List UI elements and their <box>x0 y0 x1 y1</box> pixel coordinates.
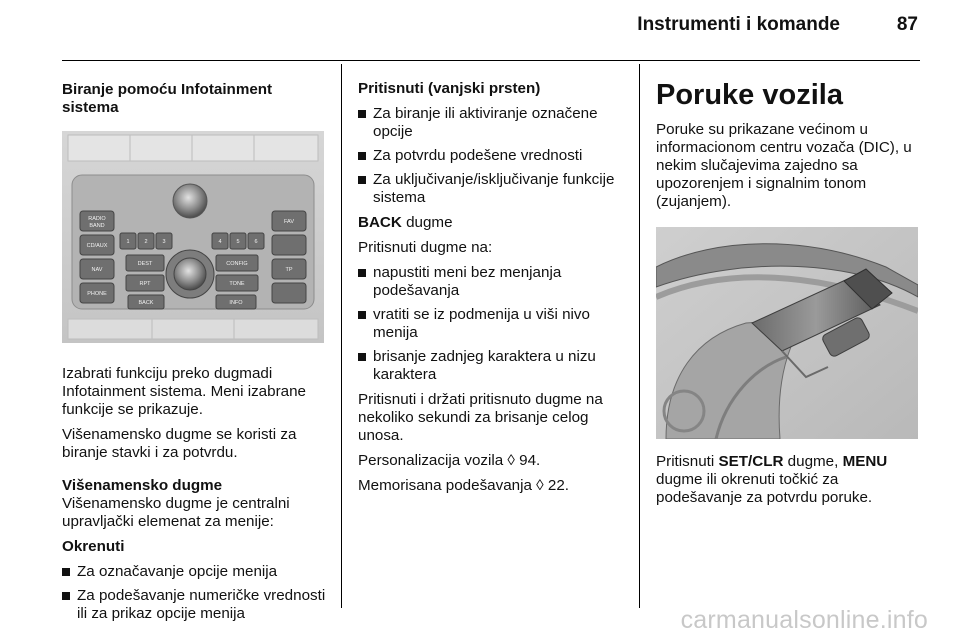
paragraph-multifunction-use: Višenamensko dugme se koristi za biranje stavki i za potvrdu. <box>62 426 297 461</box>
text-fragment: dugme, <box>783 453 843 470</box>
paragraph-back-button <box>358 214 628 232</box>
label-rpt: RPT <box>139 281 151 287</box>
ref-page: 94. <box>514 452 541 469</box>
ref-page: 22. <box>543 477 569 494</box>
list-item: Za označavanje opcije menija <box>62 563 328 581</box>
page-header-title: Instrumenti i komande <box>637 14 840 35</box>
label-okrenuti: Okrenuti <box>62 538 125 555</box>
label-cd-aux: CD/AUX <box>86 243 108 249</box>
list-press-ring <box>358 105 628 207</box>
middle-column <box>358 80 628 502</box>
section-title-vehicle-messages: Poruke vozila <box>656 79 843 111</box>
paragraph-select-function: Izabrati funkciju preko dugmadi Infotainment sistema. Meni izabrane funkcije se prikazuje. <box>62 365 306 418</box>
label-tp: TP <box>285 267 293 273</box>
watermark: carmanualsonline.info <box>680 606 928 634</box>
menu-label: MENU <box>842 453 888 470</box>
list-okrenuti <box>62 563 328 623</box>
column-divider-left <box>341 64 342 608</box>
label-6: 6 <box>254 239 258 245</box>
label-back: BACK <box>138 300 154 306</box>
paragraph-messages-desc: Poruke su prikazane većinom u informacionom centru vozača (DIC), u nekim slučajevima zajedno sa upozorenjem i signalnim tonom (zujanjem). <box>656 121 912 210</box>
label-info: INFO <box>229 300 243 306</box>
label-2: 2 <box>144 239 148 245</box>
list-item: napustiti meni bez menjanja podešavanja <box>358 264 628 300</box>
list-item: Za uključivanje/isključivanje funkcije sistema <box>358 171 628 207</box>
paragraph-confirm-message <box>656 453 922 507</box>
ref-text: Personalizacija vozila <box>358 452 508 469</box>
infotainment-panel-figure <box>62 131 324 343</box>
header-rule <box>62 60 920 61</box>
page-ref-arrow-icon: ◊ <box>507 452 515 469</box>
list-item: vratiti se iz podmenija u viši nivo menija <box>358 306 628 342</box>
list-item: Za podešavanje numeričke vrednosti ili za prikaz opcije menija <box>62 587 328 623</box>
text-fragment: dugme ili okrenuti točkić za podešavanje za potvrdu poruke. <box>656 471 873 506</box>
section-heading-infotainment: Biranje pomoću Infotainment sistema <box>62 81 273 116</box>
label-3: 3 <box>162 239 166 245</box>
back-suffix: dugme <box>401 214 453 231</box>
left-column <box>62 81 328 630</box>
page-ref-arrow-icon: ◊ <box>536 477 544 494</box>
page-number: 87 <box>896 14 918 35</box>
label-4: 4 <box>218 239 222 245</box>
label-fav: FAV <box>284 219 294 225</box>
paragraph-multifunction-desc: Višenamensko dugme je centralni upravljački elemenat za menije: <box>62 495 290 530</box>
label-dest: DEST <box>137 261 153 267</box>
list-item: Za potvrdu podešene vrednosti <box>358 147 628 165</box>
column-divider-right <box>639 64 640 608</box>
label-nav: NAV <box>91 267 103 273</box>
label-config: CONFIG <box>226 261 248 267</box>
ref-text: Memorisana podešavanja <box>358 477 537 494</box>
label-tone: TONE <box>229 281 245 287</box>
list-item: Za biranje ili aktiviranje označene opcije <box>358 105 628 141</box>
set-clr-label: SET/CLR <box>718 453 784 470</box>
steering-column-lever-figure <box>656 227 918 439</box>
reference-personalization <box>358 452 628 470</box>
label-5: 5 <box>236 239 240 245</box>
paragraph-press-button: Pritisnuti dugme na: <box>358 239 493 256</box>
label-phone: PHONE <box>87 291 107 297</box>
label-pritisnuti-ring: Pritisnuti (vanjski prsten) <box>358 80 541 97</box>
back-label: BACK <box>358 214 402 231</box>
list-press-back <box>358 264 628 384</box>
sub-heading-multifunction: Višenamensko dugme <box>62 477 223 494</box>
label-1: 1 <box>126 239 130 245</box>
list-item: brisanje zadnjeg karaktera u nizu karaktera <box>358 348 628 384</box>
text-fragment: Pritisnuti <box>656 453 719 470</box>
right-column <box>656 78 922 514</box>
paragraph-hold-button: Pritisnuti i držati pritisnuto dugme na nekoliko sekundi za brisanje celog unosa. <box>358 391 603 444</box>
reference-memorized-settings <box>358 477 628 495</box>
label-band: BAND <box>89 223 105 229</box>
label-radio: RADIO <box>88 216 106 222</box>
